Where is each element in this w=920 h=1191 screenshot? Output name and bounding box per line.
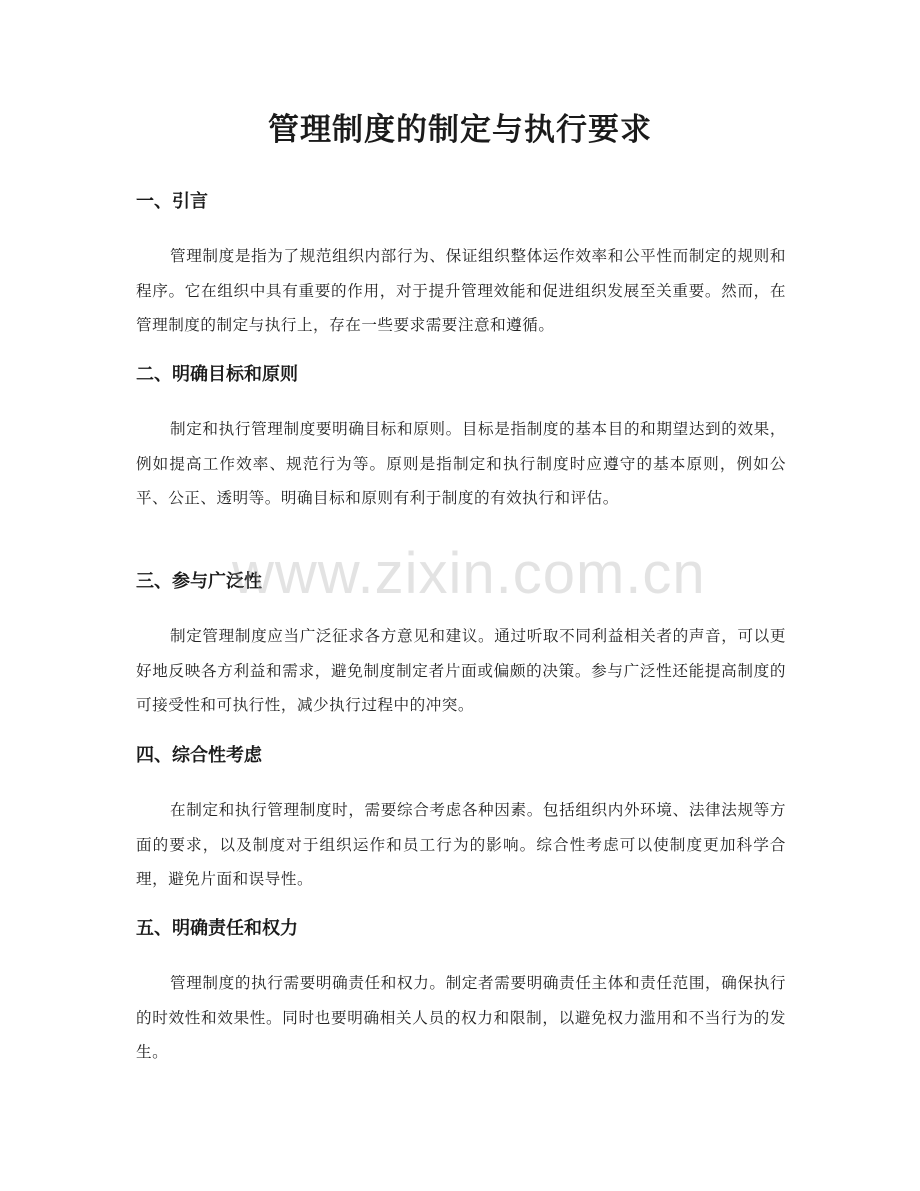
section-participation [136, 569, 786, 723]
section-paragraph: 制定管理制度应当广泛征求各方意见和建议。通过听取不同利益相关者的声音，可以更好地反映各方利益和需求，避免制度制定者片面或偏颇的决策。参与广泛性还能提高制度的可接受性和可执行性，减少执行过程中的冲突。 [136, 627, 786, 714]
section-paragraph: 制定和执行管理制度要明确目标和原则。目标是指制度的基本目的和期望达到的效果，例如提高工作效率、规范行为等。原则是指制定和执行制度时应遵守的基本原则，例如公平、公正、透明等。明确目标和原则有利于制度的有效执行和评估。 [136, 420, 786, 507]
section-heading: 三、参与广泛性 [136, 571, 262, 592]
section-heading: 五、明确责任和权力 [136, 918, 298, 939]
section-responsibility-power [136, 916, 786, 1070]
section-heading: 二、明确目标和原则 [136, 364, 298, 385]
section-introduction [136, 189, 786, 343]
section-comprehensive [136, 743, 786, 897]
section-paragraph: 在制定和执行管理制度时，需要综合考虑各种因素。包括组织内外环境、法律法规等方面的要求，以及制度对于组织运作和员工行为的影响。综合性考虑可以使制度更加科学合理，避免片面和误导性。 [136, 801, 786, 888]
section-goals-principles [136, 362, 786, 516]
section-paragraph: 管理制度是指为了规范组织内部行为、保证组织整体运作效率和公平性而制定的规则和程序。它在组织中具有重要的作用，对于提升管理效能和促进组织发展至关重要。然而，在管理制度的制定与执行上，存在一些要求需要注意和遵循。 [136, 247, 786, 334]
section-heading: 四、综合性考虑 [136, 745, 262, 766]
watermark: www.zixin.com.cn [232, 541, 706, 606]
section-heading: 一、引言 [136, 191, 208, 212]
section-paragraph: 管理制度的执行需要明确责任和权力。制定者需要明确责任主体和责任范围，确保执行的时效性和效果性。同时也要明确相关人员的权力和限制，以避免权力滥用和不当行为的发生。 [136, 974, 786, 1061]
document-title: 管理制度的制定与执行要求 [268, 112, 652, 148]
